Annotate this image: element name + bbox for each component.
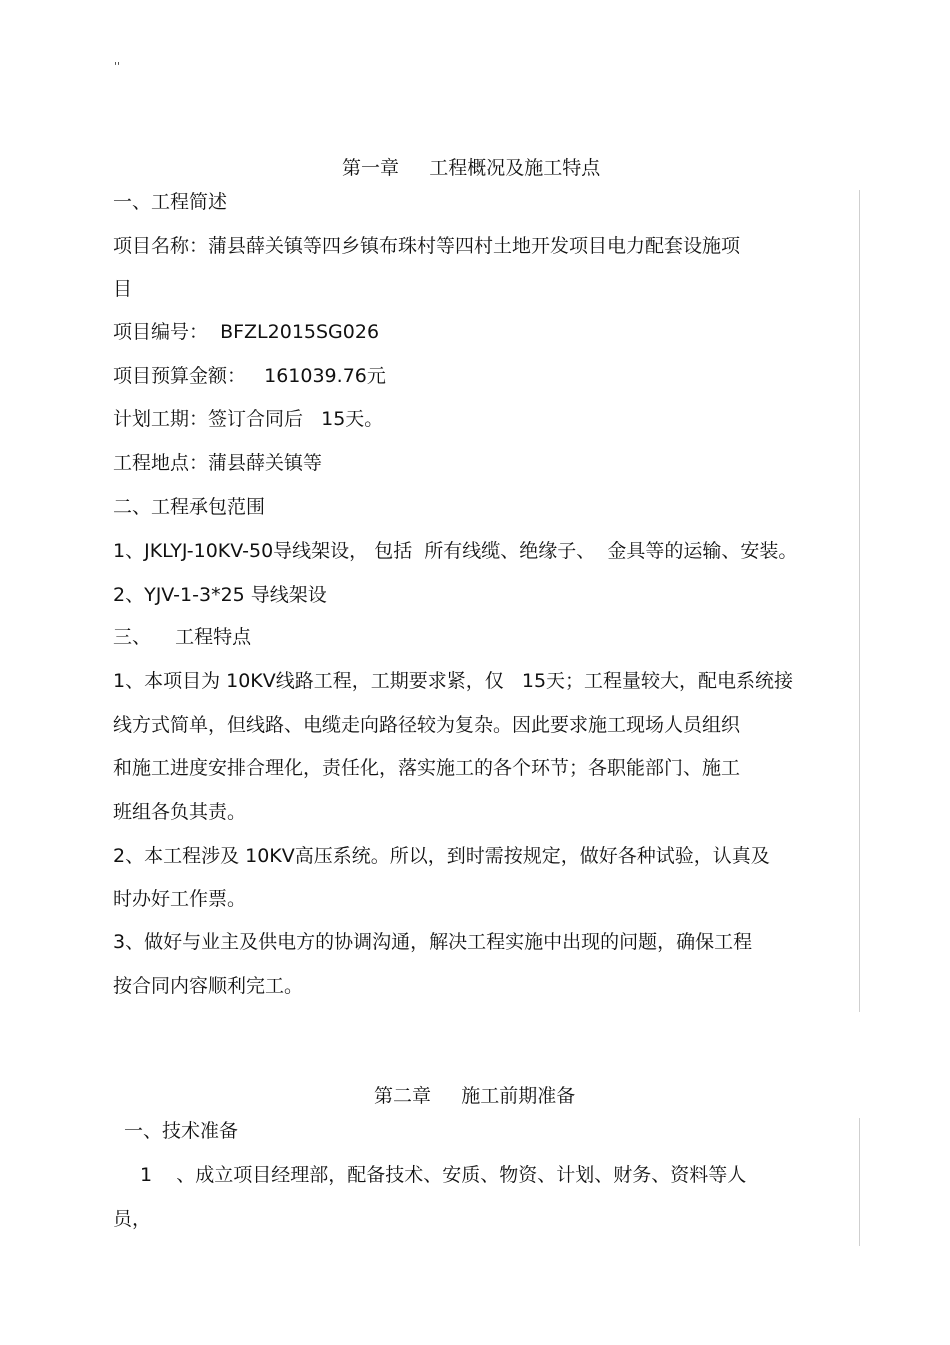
scope-item: 2、YJV-1-3*25 导线架设: [113, 584, 327, 606]
project-code: 项目编号： BFZL2015SG026: [113, 321, 380, 343]
feature-line: 线方式简单，但线路、电缆走向路径较为复杂。因此要求施工现场人员组织: [113, 714, 741, 736]
project-budget: 项目预算金额： 161039.76元: [113, 365, 386, 387]
project-location: 工程地点：蒲县薛关镇等: [113, 452, 323, 474]
section-heading: 二、工程承包范围: [113, 496, 266, 518]
feature-line: 按合同内容顺利完工。: [113, 975, 304, 997]
feature-line: 1、本项目为 10KV线路工程，工期要求紧，仅 15天；工程量较大，配电系统接: [113, 670, 794, 692]
section-heading: 三、 工程特点: [113, 626, 252, 648]
feature-line: 班组各负其责。: [113, 801, 247, 823]
header-mark: '': [114, 60, 121, 73]
chapter-2-title: 第二章 施工前期准备: [374, 1085, 576, 1107]
prep-item-line: 员，: [113, 1208, 152, 1230]
scope-item: 1、JKLYJ-10KV-50导线架设， 包括 所有线缆、绝缘子、 金具等的运输、安装。: [113, 540, 798, 562]
section-heading: 一、工程简述: [113, 191, 228, 213]
project-name-line: 目: [113, 278, 133, 300]
project-name-line: 项目名称：蒲县薛关镇等四乡镇布珠村等四村土地开发项目电力配套设施项: [113, 235, 741, 257]
feature-line: 3、做好与业主及供电方的协调沟通，解决工程实施中出现的问题，确保工程: [113, 931, 753, 953]
project-schedule: 计划工期：签订合同后 15天。: [113, 408, 384, 430]
prep-item-line: 1 、成立项目经理部，配备技术、安质、物资、计划、财务、资料等人: [140, 1164, 747, 1186]
feature-line: 时办好工作票。: [113, 888, 247, 910]
right-margin-rule: [859, 1118, 860, 1246]
feature-line: 2、本工程涉及 10KV高压系统。所以，到时需按规定，做好各种试验，认真及: [113, 845, 770, 867]
section-heading: 一、技术准备: [124, 1120, 239, 1142]
chapter-1-title: 第一章 工程概况及施工特点: [342, 157, 601, 179]
feature-line: 和施工进度安排合理化，责任化，落实施工的各个环节；各职能部门、施工: [113, 757, 741, 779]
right-margin-rule: [859, 190, 860, 1012]
